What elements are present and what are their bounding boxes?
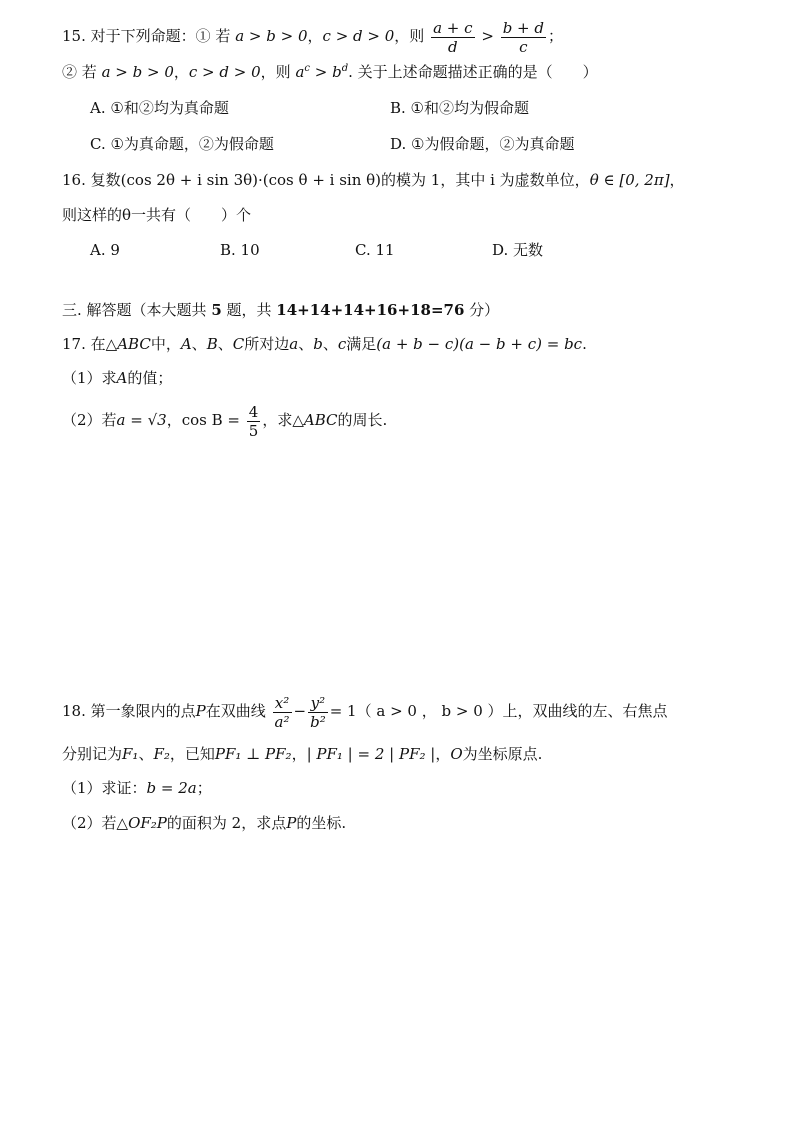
q16-option-a: A. 9 [90,241,120,259]
q17-sep-2: 、 [217,335,233,353]
q18-origin-O: O [450,745,463,763]
q15-line2-cond1: a > b > 0 [101,63,174,81]
q16-option-b: B. 10 [220,241,260,259]
q17-side-b: b [313,335,323,353]
q18-stem-line2 [62,744,542,764]
q17-stem-d: 满足 [346,335,377,353]
q18-part1-tail: ； [196,779,212,797]
q18-number: 18. [62,702,86,720]
q18-a-squared: a² [274,712,290,731]
q18-part2-c: 的坐标. [296,814,347,832]
q16-stem-a: 复数 [90,171,121,189]
q15-then: ，则 [394,27,425,45]
q15-line2-prefix: ② 若 [62,63,97,81]
q15-line2-cond2: c > d > 0 [188,63,261,81]
q15-stem-text: 对于下列命题：① 若 [90,27,231,45]
q15-stem-line1 [62,18,563,54]
q17-angle-B: B [206,335,218,353]
q15-line2-then: ，则 [260,63,291,81]
q15-option-d: D. ①为假命题，②为真命题 [390,135,575,153]
q17-cos-numerator: 4 [248,402,259,421]
q15-fraction-2 [501,19,546,56]
q18-part1-label: （1）求证： [62,779,147,797]
section-3-scores: 14+14+14+16+18=76 [276,301,465,319]
q15-power-exp-d: d [341,63,349,74]
q15-frac2-denominator: c [519,37,528,56]
q15-semicolon: ； [548,27,564,45]
q15-option-b: B. ①和②均为假命题 [390,99,530,117]
q18-perpendicular: PF₁ ⊥ PF₂ [214,745,292,763]
section-3-title-c: 分） [464,301,500,319]
q15-power-exp-c: c [304,63,311,74]
q15-gt: > [481,27,494,45]
q18-stem-a: 第一象限内的点 [90,702,196,720]
q16-stem-line2: 则这样的θ一共有（ ）个 [62,206,252,224]
q17-sep-1: 、 [191,335,207,353]
q18-part2-a: （2）若△ [62,814,129,832]
q15-condition-2: c > d > 0 [322,27,395,45]
q17-part-2 [62,398,387,442]
q15-option-c: C. ①为真命题，②为假命题 [90,135,274,153]
q18-part-2 [62,813,346,833]
q17-part-1 [62,368,172,388]
q15-frac2-numerator: b + d [502,18,544,37]
q17-part2-comma: ， [166,411,182,429]
q18-equals-one: = 1 [329,702,357,720]
q18-line2-c: ， [291,745,307,763]
q17-part1-tail: 的值； [127,369,173,387]
q16-stem-c: ， [669,171,685,189]
q15-comma: ， [307,27,323,45]
q17-triangle-name: ABC [117,335,151,353]
q16-option-d: D. 无数 [492,241,544,259]
q18-y-squared: y² [308,694,328,713]
q15-frac1-numerator: a + c [433,18,473,37]
q18-line2-e: 为坐标原点. [462,745,543,763]
q17-side-a: a [289,335,299,353]
q16-option-c: C. 11 [355,241,395,259]
q18-frac-y [308,694,328,731]
q17-part2-cos: cos B = [181,411,240,429]
q17-part2-tail-b: 的周长. [337,411,388,429]
section-3-title-a: 三. 解答题（本大题共 [62,301,212,319]
q18-dot: 、 [138,745,154,763]
q18-line2-a: 分别记为 [62,745,123,763]
q18-focus-F2: F₂ [153,745,170,763]
q15-power-gt: > [310,63,333,81]
q16-stem-line1 [62,170,685,190]
q17-stem-c: 所对边 [244,335,290,353]
q18-abs-relation: | PF₁ | = 2 | PF₂ | [306,745,436,763]
q16-stem-b: 的模为 1，其中 i 为虚数单位， [381,171,590,189]
q17-equation: (a + b − c)(a − b + c) = bc [376,335,583,353]
q16-range: θ ∈ [0, 2π] [589,171,670,189]
q18-frac-x [273,694,292,731]
q18-line2-b: ，已知 [169,745,215,763]
section-3-title-b: 题，共 [221,301,277,319]
q15-number: 15. [62,27,86,45]
q15-frac1-denominator: d [448,37,458,56]
section-3-heading [62,300,499,320]
q18-stem-line1 [62,688,668,734]
q17-angle-A: A [180,335,192,353]
q15-stem-line2 [62,62,598,82]
q17-number: 17. [62,335,86,353]
q17-period: . [582,335,587,353]
q18-b-squared: b² [310,712,326,731]
q17-part2-label: （2）若 [62,411,117,429]
q18-part-1 [62,778,212,798]
q17-cos-denominator: 5 [248,421,259,440]
q17-angle-C: C [232,335,245,353]
q18-stem-b: 在双曲线 [205,702,266,720]
section-3-count: 5 [211,301,222,319]
q15-power-base-b: b [332,63,342,81]
q16-expression: (cos 2θ + i sin 3θ)·(cos θ + i sin θ) [120,171,382,189]
q17-stem-b: 中， [150,335,181,353]
q15-power-base-a: a [295,63,305,81]
q17-part1-label: （1）求 [62,369,117,387]
q18-point-P: P [195,702,206,720]
q17-cos-fraction [247,403,261,440]
q15-line2-comma: ， [173,63,189,81]
q15-line2-tail: . 关于上述命题描述正确的是（ ） [348,63,598,81]
q18-line2-d: ， [435,745,451,763]
q18-part2-b: 的面积为 2，求点 [166,814,287,832]
q18-part2-triangle: OF₂P [128,814,167,832]
q18-part1-equation: b = 2a [146,779,197,797]
q18-part2-point: P [286,814,297,832]
q15-condition-1: a > b > 0 [235,27,308,45]
q16-number: 16. [62,171,86,189]
q17-stem-a: 在△ [90,335,118,353]
q17-part2-tail-a: ，求△ [262,411,304,429]
q17-sep-3: 、 [298,335,314,353]
q17-part2-triangle: ABC [303,411,338,429]
q18-minus: − [293,702,307,720]
q18-condition: （ a > 0 ， b > 0 ）上，双曲线的左、右焦点 [356,702,668,720]
q17-sep-4: 、 [322,335,338,353]
q15-option-a: A. ①和②均为真命题 [90,99,229,117]
q18-x-squared: x² [273,694,292,713]
q15-power-expression [295,63,348,81]
q15-fraction-1 [431,19,474,56]
q17-part1-var: A [116,369,128,387]
q17-stem [62,334,587,354]
q17-side-c: c [337,335,347,353]
q18-focus-F1: F₁ [122,745,139,763]
q17-part2-a-value: a = √3 [116,411,167,429]
